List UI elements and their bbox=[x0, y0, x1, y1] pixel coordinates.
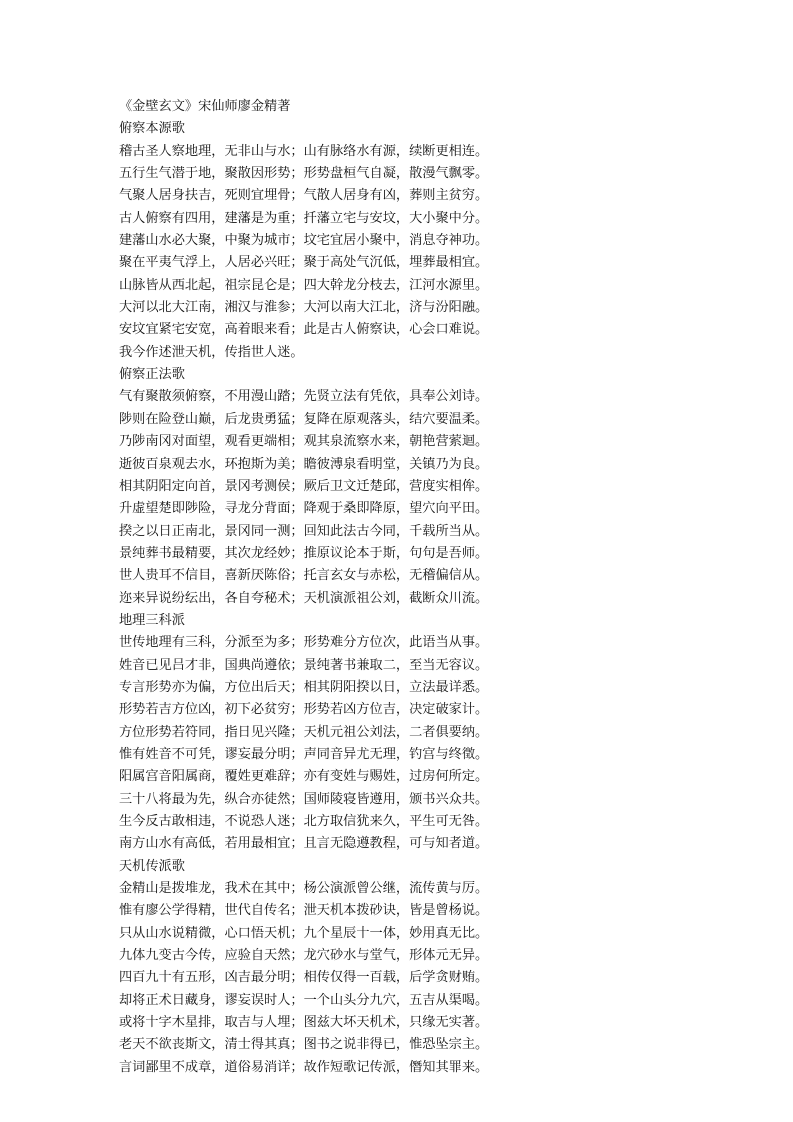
verse-line: 气有聚散须俯察，不用漫山踏；先贤立法有凭依，具奉公刘诗。 bbox=[119, 389, 489, 405]
verse-line: 山脉皆从西北起，祖宗昆仑是；四大幹龙分枝去，江河水源里。 bbox=[119, 277, 489, 293]
section-heading: 地理三科派 bbox=[119, 612, 185, 628]
verse-line: 惟有廖公学得精，世代自传名；泄天机本拨砂诀，皆是曾杨说。 bbox=[119, 903, 489, 919]
verse-line: 升虚望楚即陟险，寻龙分背面；降观于桑即降原，望穴向平田。 bbox=[119, 501, 489, 517]
verse-line: 世传地理有三科，分派至为多；形势难分方位次，此语当从事。 bbox=[119, 635, 489, 651]
verse-line: 揆之以日正南北，景冈同一测；回知此法古今同，千载所当从。 bbox=[119, 523, 489, 539]
verse-line: 惟有姓音不可凭，谬妄最分明；声同音异尤无理，钓宫与终徵。 bbox=[119, 746, 489, 762]
verse-line: 言词鄙里不成章，道俗易消详；故作短歌记传派，僭知其罪来。 bbox=[119, 1059, 489, 1075]
section-heading: 俯察本源歌 bbox=[119, 121, 185, 137]
document-title: 《金壁玄文》宋仙师廖金精著 bbox=[119, 99, 291, 114]
verse-line: 方位形势若符同，指日见兴隆；天机元祖公刘法，二者俱要纳。 bbox=[119, 724, 489, 740]
verse-line: 乃陟南冈对面望，观看更端相；观其泉流察水来，朝艳营萦迴。 bbox=[119, 434, 489, 450]
verse-line: 大河以北大江南，湘汉与淮参；大河以南大江北，济与汾阳融。 bbox=[119, 300, 489, 316]
verse-line: 却将正术日藏身，谬妄误时人；一个山头分九穴，五吉从渠喝。 bbox=[119, 992, 489, 1008]
verse-line: 逝彼百泉观去水，环抱斯为美；瞻彼溥泉看明堂，关镇乃为良。 bbox=[119, 456, 489, 472]
verse-line: 三十八将最为先，纵合亦徒然；国师陵寝皆遵用，颁书兴众共。 bbox=[119, 791, 489, 807]
verse-line: 九体九变古今传，应验自天然；龙穴砂水与堂气，形体元无异。 bbox=[119, 948, 489, 964]
verse-line: 生今反古敢相违，不说恐人迷；北方取信犹来久，平生可无咎。 bbox=[119, 814, 489, 829]
verse-line: 聚在平夷气浮上，人居必兴旺；聚于高处气沉低，埋葬最相宜。 bbox=[119, 255, 489, 271]
verse-line: 阳属宫音阳属商，覆姓更难辞；亦有变姓与赐姓，过房何所定。 bbox=[119, 769, 489, 785]
verse-line: 四百九十有五形，凶吉最分明；相传仅得一百载，后学贪财贿。 bbox=[119, 970, 489, 986]
verse-line: 南方山水有高低，若用最相宜；且言无隐遵教程，可与知者道。 bbox=[119, 836, 489, 852]
verse-line: 陟则在险登山巅，后龙贵勇猛；复降在原观落头，结穴要温柔。 bbox=[119, 411, 489, 427]
verse-line: 气聚人居身扶吉，死则宜埋骨；气散人居身有凶，葬则主贫穷。 bbox=[119, 188, 489, 204]
verse-line: 相其阴阳定向首，景冈考测侯；厥后卫文迁楚邱，营度实相侔。 bbox=[119, 478, 489, 494]
verse-line: 古人俯察有四用，建藩是为重；扦藩立宅与安坟，大小聚中分。 bbox=[119, 210, 489, 226]
verse-line: 安坟宜紧宅安宽，高着眼来看；此是古人俯察诀，心会口难说。 bbox=[119, 322, 489, 338]
verse-line: 稽古圣人察地理，无非山与水；山有脉络水有源，续断更相连。 bbox=[119, 143, 489, 159]
verse-line: 世人贵耳不信目，喜新厌陈俗；托言玄女与赤松，无稽偏信从。 bbox=[119, 568, 489, 584]
verse-line: 金精山是拨堆龙，我术在其中；杨公演派曾公继，流传黄与厉。 bbox=[119, 881, 489, 897]
verse-line: 姓音已见吕才非，国典尚遵依；景纯著书兼取二，至当无容议。 bbox=[119, 657, 489, 673]
verse-line: 形势若吉方位凶，初下必贫穷；形势若凶方位吉，决定破家计。 bbox=[119, 702, 489, 718]
verse-line: 老天不欲丧斯文，清士得其真；图书之说非得已，惟恐坠宗主。 bbox=[119, 1037, 489, 1053]
verse-line: 景纯葬书最精要，其次龙经妙；推原议论本于斯，句句是吾师。 bbox=[119, 545, 489, 561]
verse-line: 专言形势亦为偏，方位出后天；相其阴阳揆以日，立法最详悉。 bbox=[119, 679, 489, 695]
verse-line: 五行生气潜于地，聚散因形势；形势盘桓气自凝，散漫气飘零。 bbox=[119, 166, 489, 182]
section-heading: 俯察正法歌 bbox=[119, 367, 185, 383]
verse-line: 迩来异说纷纭出，各自夸秘术；天机演派祖公刘，截断众川流。 bbox=[119, 590, 489, 606]
section-heading: 天机传派歌 bbox=[119, 858, 185, 874]
verse-line: 建藩山水必大聚，中聚为城市；坟宅宜居小聚中，消息夺神功。 bbox=[119, 233, 489, 249]
verse-line: 我今作述泄天机，传指世人迷。 bbox=[119, 344, 304, 360]
verse-line: 或将十字木星排，取吉与人埋；图兹大坏天机术，只缘无实著。 bbox=[119, 1015, 489, 1031]
verse-line: 只从山水说精微，心口悟天机；九个星辰十一体，妙用真无比。 bbox=[119, 925, 489, 941]
document-body bbox=[119, 96, 519, 1079]
